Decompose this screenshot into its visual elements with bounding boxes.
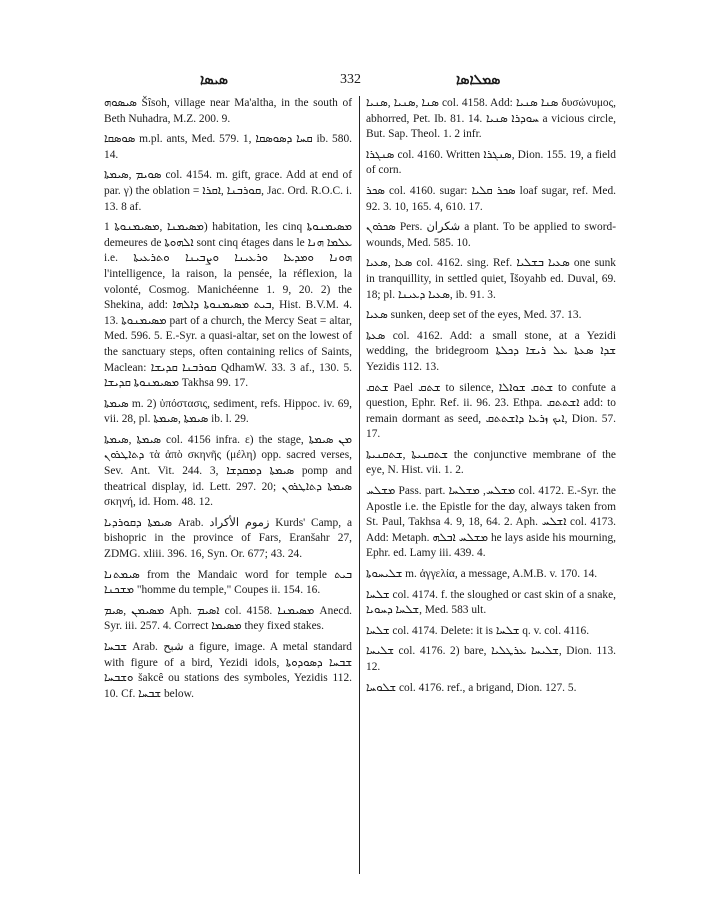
page-number: 332	[340, 72, 361, 87]
entry: ܡܫܠܚ Pass. part. ܡܫܠܚ, ܡܫܠܚܐ col. 4172. E.-Syr. the Apostle i.e. the Epistle for the day, always taken from St. Paul, Takhsa 4. 9, 18, 64. 2. Aph. ܐܫܠܚ col. 4173. Add: Metaph. ܡܫܠܚ ܐܒܠܗ he lays aside his mourning, Ephr. ed. Lamy iii. 439. 4.	[366, 485, 617, 560]
entry: ܣܟܪ col. 4160. sugar: ܣܟܪ ܩܠܝܐ loaf sugar, ref. Med. 92. 3. 10, 165. 4, 610. 17.	[366, 184, 616, 213]
entry: ܣܝܡܬܢܐ from the Mandaic word for temple ܒܝܬ ܡܫܟܢܐ "homme du temple," Coupes ii. 154. 16.	[104, 568, 352, 597]
entry: ܫܠܚܐ col. 4174. f. the sloughed or cast skin of a snake, ܫܠܚܐ ܕܚܘܝܐ, Med. 583 ult.	[366, 588, 616, 617]
entry: ܣܟܪܘܢ Pers. شكران a plant. To be applied to sword-wounds, Med. 585. 10.	[366, 221, 616, 249]
entry: ܫܠܚܐ col. 4174. Delete: it is ܫܠܚܐ q. v. col. 4116.	[366, 624, 590, 637]
entry: ܣܘܣܩܐ m.pl. ants, Med. 579. 1, ܩܚܐ ܕܣܘܣܩܐ ib. 580. 14.	[104, 133, 352, 161]
entry: ܫܠܘܚܐ col. 4176. ref., a brigand, Dion. 127. 5.	[366, 681, 577, 694]
entry: ܣܥܝܐ sunken, deep set of the eyes, Med. 37. 13.	[366, 309, 582, 322]
entry: ܫܬܩ Pael ܫܬܩ to silence, ܫܬܩ ܫܘܐܠܐ to confute a question, Ephr. Ref. ii. 96. 23. Ethpa. ܐܫܬܬܩ add: to remain dormant as seed, ܐܝܟ ܙܪܥܐ ܕܐܫܬܬܩ, Dion. 57. 17.	[366, 381, 617, 441]
entry: ܣܝܡܬܐ ,ܣܝܡܬܐ col. 4156 infra. ε) the stage, ܡܢ ܣܝܡܬܐ ܕܬܐܛܪܘܢ τὰ ἀπὸ σκηνῆς (μέλη) opp. sacred verses, Sev. Ant. Vit. 244. 3, ܣܝܡܬܐ ܕܡܩܕܫܐ pomp and theatrical display, id. Lett. 297. 20; ܣܝܡܬܐ ܕܬܐܛܪܘܢ σκηνή, id. Hom. 48. 12.	[104, 433, 352, 509]
entry: ܫܠܝܚܐ col. 4176. 2) bare, ܫܠܝܚܐ ܥܪܛܠܝܐ, Dion. 113. 12.	[366, 645, 616, 673]
entry: ܫܬܩܢܝܬܐ ,ܫܬܩܢܝܬܐ the conjunctive membrane of the eye, N. Hist. vii. 1. 2.	[366, 448, 616, 477]
entry: ܣܢܓܪܐ col. 4160. Written ܣܢܓܪܐ, Dion. 155. 19, a field of corn.	[366, 148, 616, 177]
entry: ܣܢܐ ,ܣܢܝܐ ,ܣܢܝܐ col. 4158. Add: ܣܢܐ ܣܢܝܐ δυσώνυμος, abhorred, Pet. Ib. 81. 14. ܚܘܕܪܐ ܣܢܝܐ a vicious circle, But. Sap. Theol. 1. 2 infr.	[366, 97, 617, 141]
entry: ܣܥܐ ,ܣܥܝܐ col. 4162. sing. Ref. ܣܥܝܐ ܒܫܠܝܐ one sunk in tranquillity, in settled quiet, Īšoyahb ed. Duval, 69. 18; pl. ܣܥܝܐ ܕܥܝܢܐ, ib. 91. 3.	[366, 257, 617, 301]
entry: ܣܥܬܐ col. 4162. Add: a small stone, at a Yezidi wedding, the bridegroom ܫܕܐ ܣܥܬܐ ܥܠ ܪܝܫܐ ܕܟܠܬܐ Yezidis 112. 13.	[366, 329, 616, 373]
column-divider	[359, 96, 360, 874]
entry: ܣܝܡܬܐ ܕܩܘܪܕܝܐ Arab. زموم الأكراد Kurds' Camp, a bishopric in the province of Fars, Eranšahr 27, ZDMG. xliii. 396. 16, Syn. Or. 677; 43. 24.	[104, 516, 352, 561]
entry: ܫܒܚܐ Arab. شبح a figure, image. A metal standard with figure of a bird, Yezidi idols, ܫܒܚܐ ܕܣܘܕܘܬܐ ܘܫܒܚܐ šakcê ou stations des symboles, Yezidis 112. 10. Cf. ܫܒܚܐ below.	[104, 641, 353, 700]
page-header	[0, 72, 714, 92]
left-column	[104, 96, 352, 707]
entry: ܡܣܝܡܢܐ ,ܡܣܝܡܢܘܬܐ 1) habitation, les cinq ܡܣܝܡܢܘܬܐ demeures de ܐܠܗܘܬܐ sont cinq étages dans le ܥܠܡܐ ܗܢܐ i.e. ܗܘܢܐ ܘܡܕܥܐ ܘܪܥܝܢܐ ܘܨܒܝܢܐ ܘܬܪܥܝܬܐ l'intelligence, la raison, la pensée, la réflexion, la volonté, Cosmog. Manichéenne 1. 9, 20. 2) the Shekina, add: ܒܝܬ ܡܣܝܡܢܘܬܐ ܕܐܠܗܐ, Hist. B.V.M. 4. 13. ܡܣܝܡܢܘܬܐ part of a church, the Mercy Seat = altar, Med. 596. 5. E.-Syr. a quasi-altar, set on the lowest of the sanctuary steps, often containing relics of Saints, Maclean: ܩܘܪܒܢܐ ܩܕܝܫܐ QdhamW. 33. 3 af., 130. 5. ܡܣܝܡܢܘܬܐ ܩܕܝܫܐ Takhsa 99. 17.	[104, 221, 352, 390]
left-running-head: ܣܝܣܐ	[200, 72, 229, 88]
right-running-head: ܣܡܠܐܣܐ	[456, 72, 501, 88]
entry: ܣܝܡܬܐ m. 2) ὑπόστασις, sediment, refs. Hippoc. iv. 69, vii. 28, pl. ܣܝܡܬܐ ,ܣܝܡܬܐ ib. l. 29.	[104, 397, 352, 426]
entry: ܡܣܝܡܢ ,ܣܝܡ Aph. ܐܣܝܡ col. 4158. ܡܣܝܡܢܐ Anecd. Syr. iii. 257. 4. Correct ܡܣܝܡܐ they fixed stakes.	[104, 604, 352, 633]
entry: ܣܘܝܡ ,ܣܝܡܬܐ col. 4154. m. gift, grace. Add at end of par. γ) the oblation = ܩܘܪܒܢܐ ,ܐܩܪܐ, Jac. Ord. R.O.C. i. 13. 8 af.	[104, 169, 353, 213]
entry: ܫܠܝܚܘܬܐ m. ἀγγελία, a message, A.M.B. v. 170. 14.	[366, 568, 598, 581]
entry: ܣܝܣܘܗ Šîsoh, village near Ma'altha, in the south of Beth Nuhadra, M.Z. 200. 9.	[104, 97, 352, 125]
right-column	[366, 96, 616, 701]
